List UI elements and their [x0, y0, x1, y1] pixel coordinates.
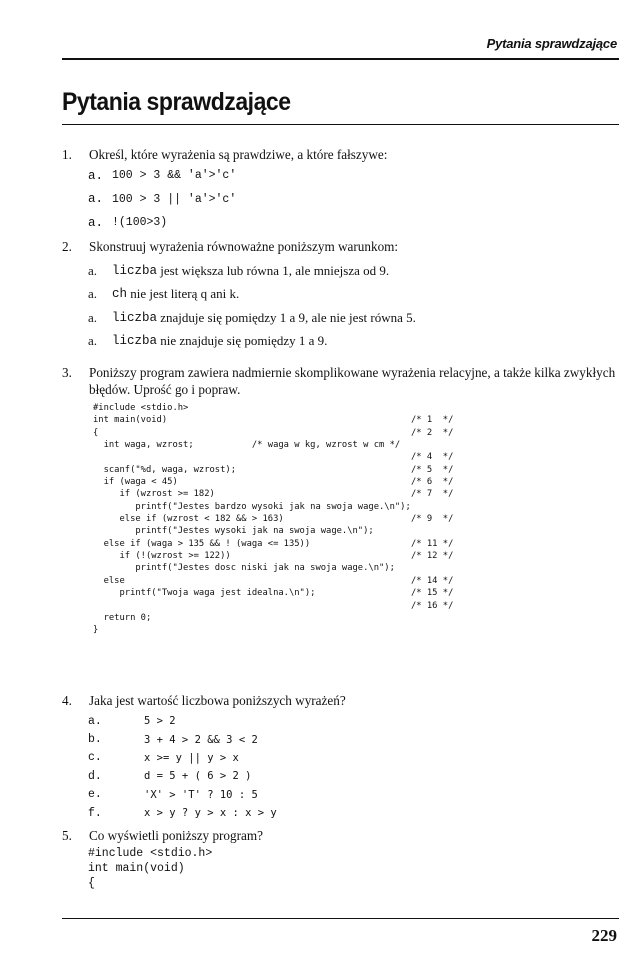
question-number: 3.	[62, 365, 72, 380]
item-expression: x > y ? y > x : x > y	[144, 807, 277, 820]
code-text: else	[93, 575, 125, 586]
item-expression: !(100>3)	[112, 216, 168, 230]
code-text: if (!(wzrost >= 122))	[93, 551, 231, 562]
code-comment: /* 12 */	[411, 551, 454, 562]
code-line: {	[88, 877, 95, 890]
list-item	[88, 259, 619, 283]
code-line	[93, 587, 493, 599]
item-label: a.	[88, 262, 98, 278]
code-text: int main(void)	[93, 415, 168, 426]
question-number: 5.	[62, 828, 72, 843]
list-item	[88, 749, 277, 767]
question-number: 4.	[62, 693, 72, 708]
code-text: int waga, wzrost; /* waga w kg, wzrost w cm */	[93, 440, 401, 451]
list-item	[88, 188, 619, 212]
item-label: c.	[88, 751, 102, 765]
question-4	[62, 692, 619, 709]
question-number: 1.	[62, 147, 72, 162]
item-text: znajduje się pomiędzy 1 a 9, ale nie jest równa 5.	[157, 309, 416, 325]
code-line: int main(void)	[88, 862, 185, 875]
code-line	[93, 501, 493, 513]
code-line	[93, 525, 493, 537]
title-rule	[62, 124, 619, 125]
item-label: a.	[88, 714, 102, 728]
list-item	[88, 767, 277, 785]
item-label: d.	[88, 769, 102, 783]
code-text: #include <stdio.h>	[93, 403, 189, 413]
code-text: else if (waga > 135 && ! (waga <= 135))	[93, 538, 311, 549]
item-expression: x >= y || y > x	[144, 751, 239, 764]
item-expression: d = 5 + ( 6 > 2 )	[144, 770, 252, 783]
code-line	[93, 439, 493, 451]
list-item	[88, 306, 619, 330]
item-expression: 5 > 2	[144, 715, 176, 728]
item-variable: liczba	[112, 263, 158, 278]
list-item	[88, 786, 277, 804]
code-line	[93, 464, 493, 476]
item-label: b.	[88, 733, 102, 747]
question-4-items	[88, 712, 277, 822]
code-line	[93, 575, 493, 587]
question-text: Poniższy program zawiera nadmiernie skomplikowane wyrażenia relacyjne, a także kilka zwykłych błędów. Uprość go i popraw.	[89, 365, 616, 397]
code-line	[93, 402, 493, 414]
list-item	[88, 330, 619, 354]
code-line: #include <stdio.h>	[88, 847, 213, 860]
code-text: printf("Jestes dosc niski jak na swoja wage.\n");	[93, 563, 395, 574]
question-number: 2.	[62, 239, 72, 254]
code-comment: /* 14 */	[411, 575, 454, 586]
code-comment: /* 7 */	[411, 489, 454, 500]
code-text: printf("Jestes bardzo wysoki jak na swoja wage.\n");	[93, 501, 411, 512]
item-variable: ch	[112, 287, 128, 302]
item-text: nie jest literą q ani k.	[127, 286, 240, 302]
list-item	[88, 211, 619, 235]
code-line	[93, 550, 493, 562]
question-text: Jaka jest wartość liczbowa poniższych wyrażeń?	[89, 693, 346, 708]
code-line	[93, 476, 493, 488]
code-line	[93, 562, 493, 574]
code-line	[93, 538, 493, 550]
list-item	[88, 164, 619, 188]
list-item	[88, 712, 277, 730]
question-5	[62, 827, 619, 844]
header-rule	[62, 58, 619, 60]
code-comment: /* 2 */	[411, 427, 454, 438]
question-3	[62, 364, 619, 398]
item-label: f.	[88, 806, 102, 820]
code-comment: /* 1 */	[411, 415, 454, 426]
code-listing	[88, 846, 212, 891]
question-1-items	[88, 164, 619, 235]
code-comment: /* 9 */	[411, 514, 454, 525]
code-line	[93, 427, 493, 439]
code-text: if (waga < 45)	[93, 477, 178, 488]
code-line	[93, 624, 493, 636]
code-line	[93, 600, 493, 612]
item-label: a.	[88, 192, 104, 207]
item-label: a.	[88, 309, 98, 325]
chapter-title: Pytania sprawdzające	[62, 88, 291, 116]
item-label: a.	[88, 168, 104, 183]
item-expression: 100 > 3 && 'a'>'c'	[112, 169, 237, 183]
code-text: }	[93, 625, 99, 636]
code-text: printf("Twoja waga jest idealna.\n");	[93, 588, 316, 599]
code-text: else if (wzrost < 182 && > 163)	[93, 514, 284, 525]
code-listing	[93, 402, 493, 637]
code-text: return 0;	[93, 612, 152, 623]
running-header: Pytania sprawdzające	[486, 36, 617, 51]
item-expression: 3 + 4 > 2 && 3 < 2	[144, 733, 258, 746]
item-label: a.	[88, 215, 104, 230]
list-item	[88, 283, 619, 307]
item-variable: liczba	[112, 310, 158, 325]
item-text: nie znajduje się pomiędzy 1 a 9.	[157, 333, 328, 349]
item-label: a.	[88, 333, 98, 349]
question-2	[62, 238, 619, 255]
question-1	[62, 146, 619, 163]
code-comment: /* 6 */	[411, 477, 454, 488]
item-label: a.	[88, 286, 98, 302]
list-item	[88, 804, 277, 822]
code-comment: /* 16 */	[411, 600, 454, 611]
code-line	[93, 488, 493, 500]
item-expression: 100 > 3 || 'a'>'c'	[112, 192, 237, 206]
code-line	[93, 414, 493, 426]
page-number: 229	[591, 926, 617, 945]
code-text: scanf("%d, waga, wzrost);	[93, 464, 236, 475]
code-comment: /* 15 */	[411, 588, 454, 599]
item-variable: liczba	[112, 334, 158, 349]
question-text: Skonstruuj wyrażenia równoważne poniższym warunkom:	[89, 239, 399, 254]
item-label: e.	[88, 788, 102, 802]
list-item	[88, 730, 277, 748]
code-text: if (wzrost >= 182)	[93, 489, 215, 500]
item-expression: 'X' > 'T' ? 10 : 5	[144, 788, 258, 801]
question-text: Określ, które wyrażenia są prawdziwe, a które fałszywe:	[89, 147, 388, 162]
code-line	[93, 451, 493, 463]
code-text: {	[93, 427, 99, 438]
code-comment: /* 5 */	[411, 464, 454, 475]
code-comment: /* 4 */	[411, 452, 454, 463]
code-line	[93, 513, 493, 525]
code-line	[93, 612, 493, 624]
item-text: jest większa lub równa 1, ale mniejsza od 9.	[157, 262, 390, 278]
code-text: printf("Jestes wysoki jak na swoja wage.\n");	[93, 526, 374, 537]
footer-rule	[62, 918, 619, 919]
question-text: Co wyświetli poniższy program?	[89, 828, 263, 843]
code-comment: /* 11 */	[411, 538, 454, 549]
question-2-items	[88, 259, 619, 353]
